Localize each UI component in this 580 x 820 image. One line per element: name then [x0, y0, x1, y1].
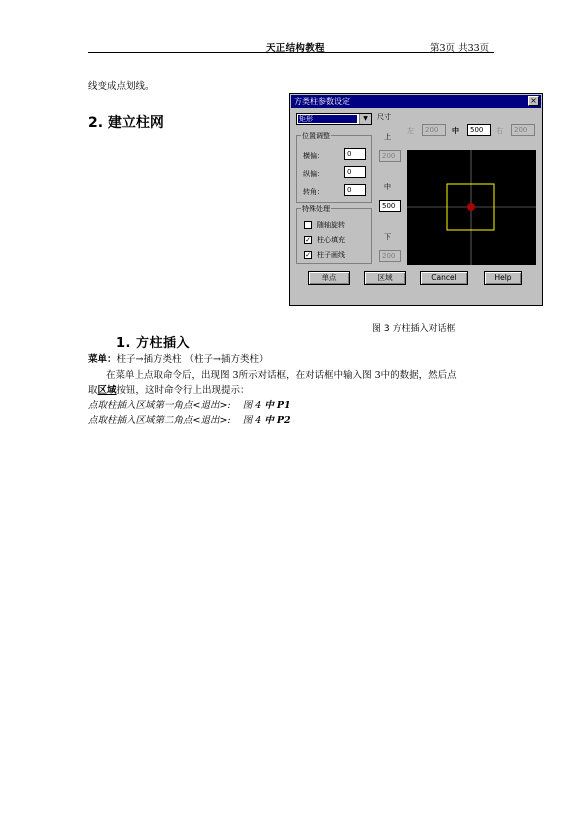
help-button[interactable]: Help — [484, 271, 522, 285]
center-label: 中 — [384, 183, 391, 191]
single-point-button[interactable]: 单点 — [308, 271, 350, 285]
prompt-line-2 — [88, 412, 291, 426]
close-icon[interactable]: × — [528, 96, 539, 106]
menu-path: 柱子→插方类柱 （柱子→插方类柱） — [116, 354, 269, 365]
bottom-field[interactable]: 200 — [379, 250, 401, 262]
right-field[interactable]: 200 — [511, 124, 535, 136]
check-icon: ✓ — [305, 251, 311, 259]
section-title: 2. 建立柱网 — [88, 115, 164, 131]
header-title: 天正结构教程 — [266, 43, 325, 54]
preview-center-mark — [467, 203, 475, 211]
prompt-text: 点取柱插入区域第二角点<退出>: — [88, 415, 231, 426]
position-group-label: 位置调整 — [302, 132, 330, 140]
prompt-fig-ref: 图 4 — [242, 400, 262, 411]
opt2-label: 柱心填充 — [317, 236, 345, 244]
prompt-line-1 — [88, 397, 291, 411]
paragraph-2 — [88, 382, 250, 396]
paragraph-2-pre: 取 — [88, 385, 98, 396]
intro-text: 线变成点划线。 — [88, 81, 155, 92]
opt3-checkbox[interactable] — [304, 251, 312, 259]
paragraph-2-post: 按钮，这时命令行上出现提示： — [116, 385, 250, 396]
voffset-label: 纵偏： — [303, 170, 324, 178]
chevron-down-icon[interactable]: ▼ — [359, 114, 371, 124]
middle-field[interactable]: 500 — [467, 124, 491, 136]
opt3-label: 柱子画线 — [317, 251, 345, 259]
prompt-point: P2 — [276, 415, 291, 426]
cancel-button[interactable]: Cancel — [420, 271, 468, 285]
check-icon: ✓ — [305, 236, 311, 244]
top-field[interactable]: 200 — [379, 150, 401, 162]
figure-caption: 图 3 方柱插入对话框 — [372, 324, 456, 334]
right-label: 右 — [496, 127, 503, 135]
size-label: 尺寸 — [377, 113, 391, 121]
menu-label: 菜单： — [88, 354, 117, 365]
menu-line — [88, 351, 268, 365]
header-rule — [88, 52, 494, 53]
left-field[interactable]: 200 — [422, 124, 446, 136]
opt2-checkbox[interactable] — [304, 236, 312, 244]
rotate-label: 转角： — [303, 188, 324, 196]
voffset-field[interactable]: 0 — [344, 166, 366, 178]
left-label: 左 — [407, 127, 414, 135]
area-button[interactable]: 区域 — [364, 271, 406, 285]
opt1-checkbox[interactable] — [304, 221, 312, 229]
prompt-fig-ref: 图 4 — [242, 415, 262, 426]
preview-drawing — [407, 150, 536, 265]
opt1-label: 随轴旋转 — [317, 221, 345, 229]
dialog-titlebar — [291, 95, 541, 108]
prompt-text: 点取柱插入区域第一角点<退出>: — [88, 400, 231, 411]
hoffset-field[interactable]: 0 — [344, 148, 366, 160]
shape-select-value: 矩形 — [298, 115, 357, 123]
bottom-label: 下 — [384, 233, 391, 241]
column-params-dialog — [289, 93, 543, 306]
center-field[interactable]: 500 — [379, 200, 401, 212]
top-label: 上 — [384, 133, 391, 141]
rotate-field[interactable]: 0 — [344, 184, 366, 196]
special-group-label: 特殊处理 — [302, 205, 330, 213]
header-page-number: 第3页 共33页 — [430, 43, 490, 54]
column-preview — [407, 150, 536, 265]
middle-label: 中 — [452, 127, 459, 135]
prompt-point: P1 — [276, 400, 291, 411]
subsection-title: 1. 方柱插入 — [116, 336, 191, 351]
hoffset-label: 横偏： — [303, 152, 324, 160]
prompt-zh: 中 — [264, 400, 274, 411]
shape-select[interactable] — [296, 113, 372, 125]
paragraph-1: 在菜单上点取命令后，出现图 3所示对话框，在对话框中输入图 3中的数据，然后点 — [106, 370, 457, 381]
prompt-zh: 中 — [264, 415, 274, 426]
area-keyword: 区域 — [97, 385, 117, 396]
dialog-title: 方类柱参数设定 — [294, 97, 350, 106]
